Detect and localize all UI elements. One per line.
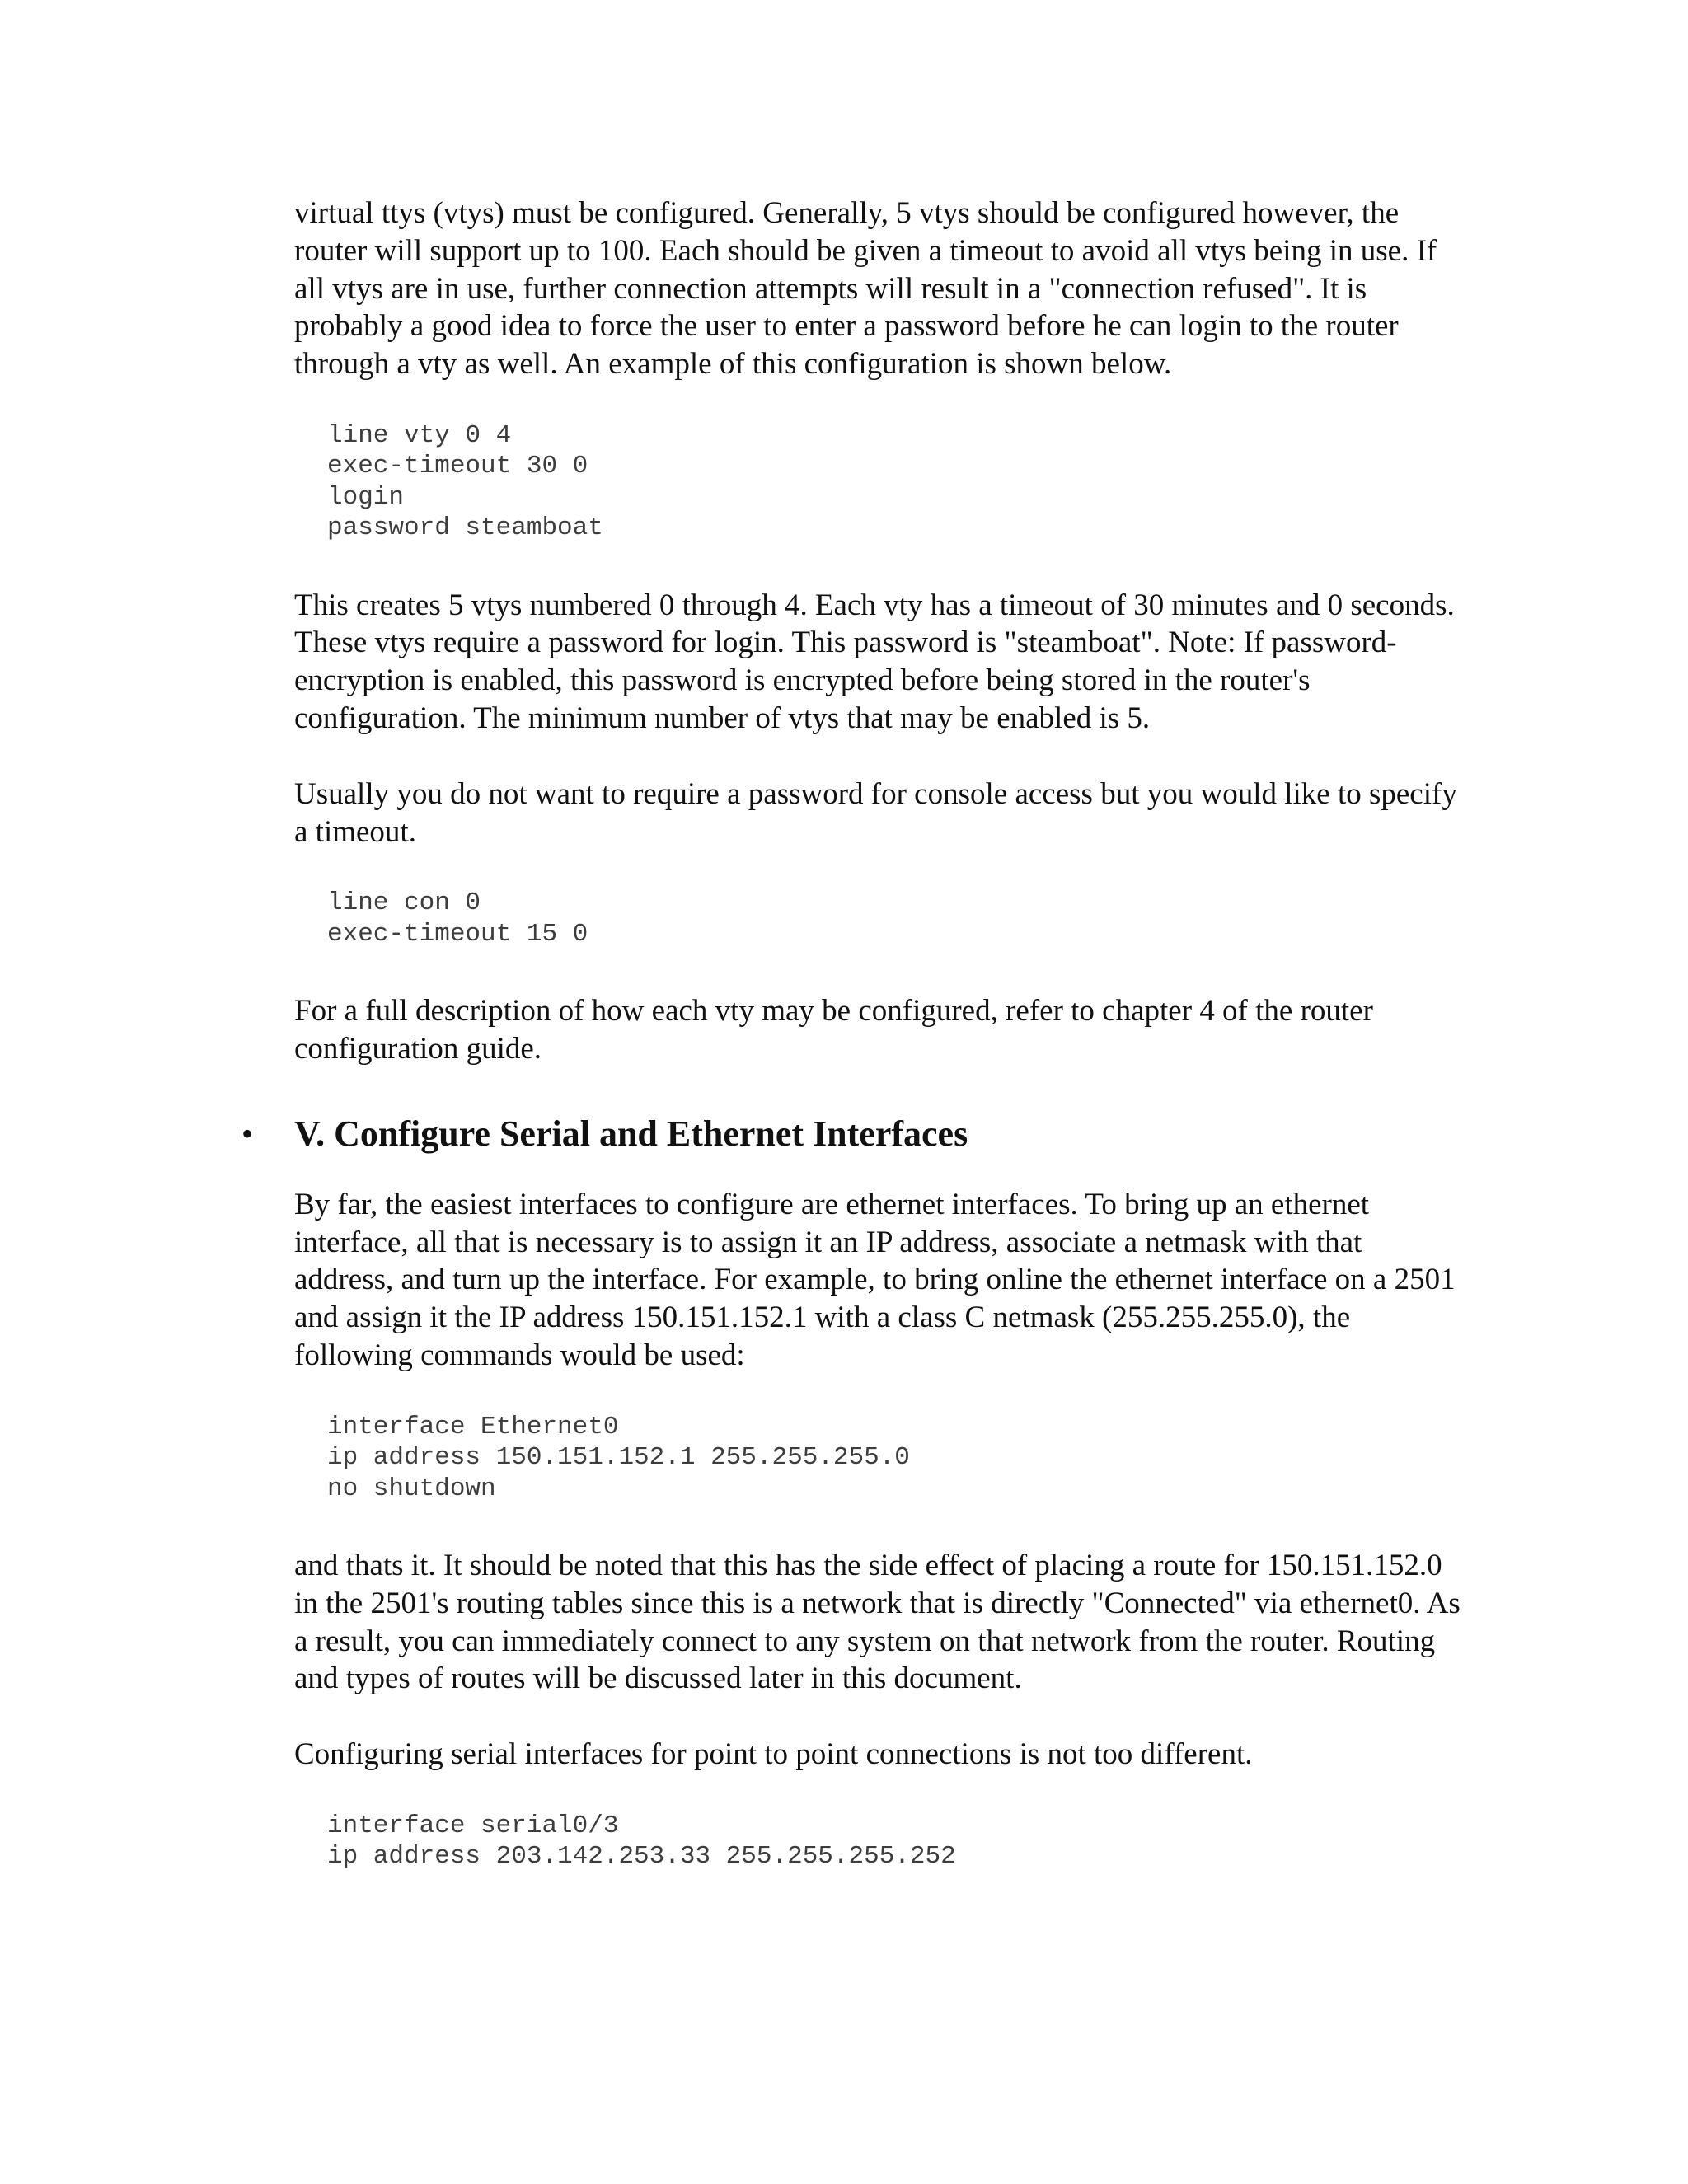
paragraph-vty-explanation: This creates 5 vtys numbered 0 through 4. Each vty has a timeout of 30 minutes and 0 seconds. These vtys require a password for login. This password is "steamboat". Note: If password-encryption is enabled, this password is encrypted before being stored in the router's configuration. The minimum number of vtys that may be enabled is 5. — [294, 588, 1455, 735]
code-line: interface Ethernet0 — [327, 1412, 619, 1441]
code-line: line con 0 — [327, 888, 481, 918]
code-block-ethernet — [294, 1412, 1465, 1504]
code-line: no shutdown — [327, 1474, 496, 1503]
code-block-console — [294, 888, 1465, 949]
page-content — [241, 194, 1465, 1872]
code-block-serial — [294, 1811, 1465, 1872]
code-line: password steamboat — [327, 513, 603, 543]
code-line: ip address 150.151.152.1 255.255.255.0 — [327, 1443, 910, 1473]
paragraph-config-guide: For a full description of how each vty may be configured, refer to chapter 4 of the router configuration guide. — [294, 994, 1373, 1066]
code-line: login — [327, 482, 405, 512]
code-line: exec-timeout 30 0 — [327, 452, 588, 481]
code-line: interface serial0/3 — [327, 1811, 619, 1840]
code-line: ip address 203.142.253.33 255.255.255.252 — [327, 1842, 956, 1872]
paragraph-console-timeout: Usually you do not want to require a password for console access but you would like to specify a timeout. — [294, 776, 1457, 849]
code-line: exec-timeout 15 0 — [327, 919, 588, 949]
code-block-vty — [294, 420, 1465, 544]
paragraph-connected-route: and thats it. It should be noted that this has the side effect of placing a route for 150.151.152.0 in the 2501's routing tables since this is a network that is directly "Connected" via ethernet0. As a result, you can immediately connect to any system on that network from the router. Routing and types of routes will be discussed later in this document. — [294, 1549, 1461, 1696]
paragraph-ethernet-intro: By far, the easiest interfaces to configure are ethernet interfaces. To bring up an ethernet interface, all that is necessary is to assign it an IP address, associate a netmask with that address, and turn up the interface. For example, to bring online the ethernet interface on a 2501 and assign it the IP address 150.151.152.1 with a class C netmask (255.255.255.0), the following commands would be used: — [294, 1187, 1456, 1372]
paragraph-serial-intro: Configuring serial interfaces for point to point connections is not too different. — [294, 1737, 1253, 1772]
bullet-icon: • — [241, 1114, 254, 1152]
paragraph-vty-intro: virtual ttys (vtys) must be configured. Generally, 5 vtys should be configured however, the router will support up to 100. Each should be given a timeout to avoid all vtys being in use. If all vtys are in use, further connection attempts will result in a "connection refused". It is probably a good idea to force the user to enter a password before he can login to the router through a vty as well. An example of this configuration is shown below. — [294, 196, 1437, 382]
section-heading: V. Configure Serial and Ethernet Interfaces — [294, 1113, 968, 1154]
section-heading-row — [241, 1112, 1465, 1156]
code-line: line vty 0 4 — [327, 420, 512, 450]
